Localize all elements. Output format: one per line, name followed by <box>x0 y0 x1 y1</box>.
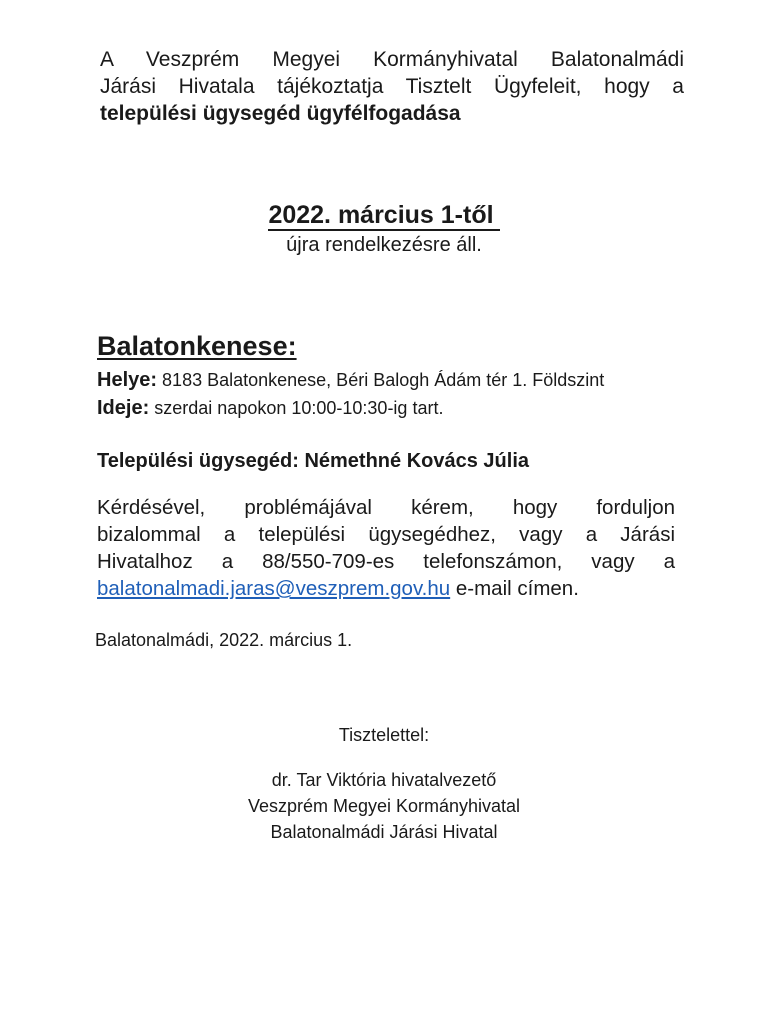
intro-line-3: települési ügysegéd ügyfélfogadása <box>100 102 461 125</box>
date-heading <box>0 200 768 230</box>
contact-line-1: Kérdésével, problémájával kérem, hogy forduljon <box>97 496 675 519</box>
email-suffix: e-mail címen. <box>450 577 579 600</box>
intro-paragraph <box>100 46 684 127</box>
email-link[interactable]: balatonalmadi.jaras@veszprem.gov.hu <box>97 577 451 600</box>
place-title: Balatonkenese: <box>97 331 297 361</box>
place-and-date: Balatonalmádi, 2022. március 1. <box>95 630 353 650</box>
contact-line-4 <box>97 575 675 602</box>
signatory-name: dr. Tar Viktória hivatalvezető <box>271 770 497 790</box>
contact-paragraph <box>97 494 675 602</box>
location-value: 8183 Balatonkenese, Béri Balogh Ádám tér 1. Földszint <box>162 370 605 390</box>
agent-line: Települési ügysegéd: Némethné Kovács Júlia <box>97 450 529 472</box>
signatory-office: Veszprém Megyei Kormányhivatal <box>247 796 521 816</box>
location-label: Helye: <box>97 369 158 391</box>
signatory-department: Balatonalmádi Járási Hivatal <box>270 822 498 842</box>
greeting: Tisztelettel: <box>338 725 430 745</box>
time-line <box>97 396 443 420</box>
date-main-text: 2022. március 1-től <box>268 201 499 231</box>
contact-line-2: bizalommal a települési ügysegédhez, vagy a Járási <box>97 523 675 546</box>
intro-line-1: A Veszprém Megyei Kormányhivatal Balatonalmádi <box>100 48 684 71</box>
location-line <box>97 368 604 392</box>
time-label: Ideje: <box>97 397 150 419</box>
date-subtext: újra rendelkezésre áll. <box>286 234 482 256</box>
intro-line-2: Járási Hivatala tájékoztatja Tisztelt Ügyfeleit, hogy a <box>100 75 684 98</box>
contact-line-3: Hivatalhoz a 88/550-709-es telefonszámon, vagy a <box>97 550 675 573</box>
time-value: szerdai napokon 10:00-10:30-ig tart. <box>154 398 444 418</box>
